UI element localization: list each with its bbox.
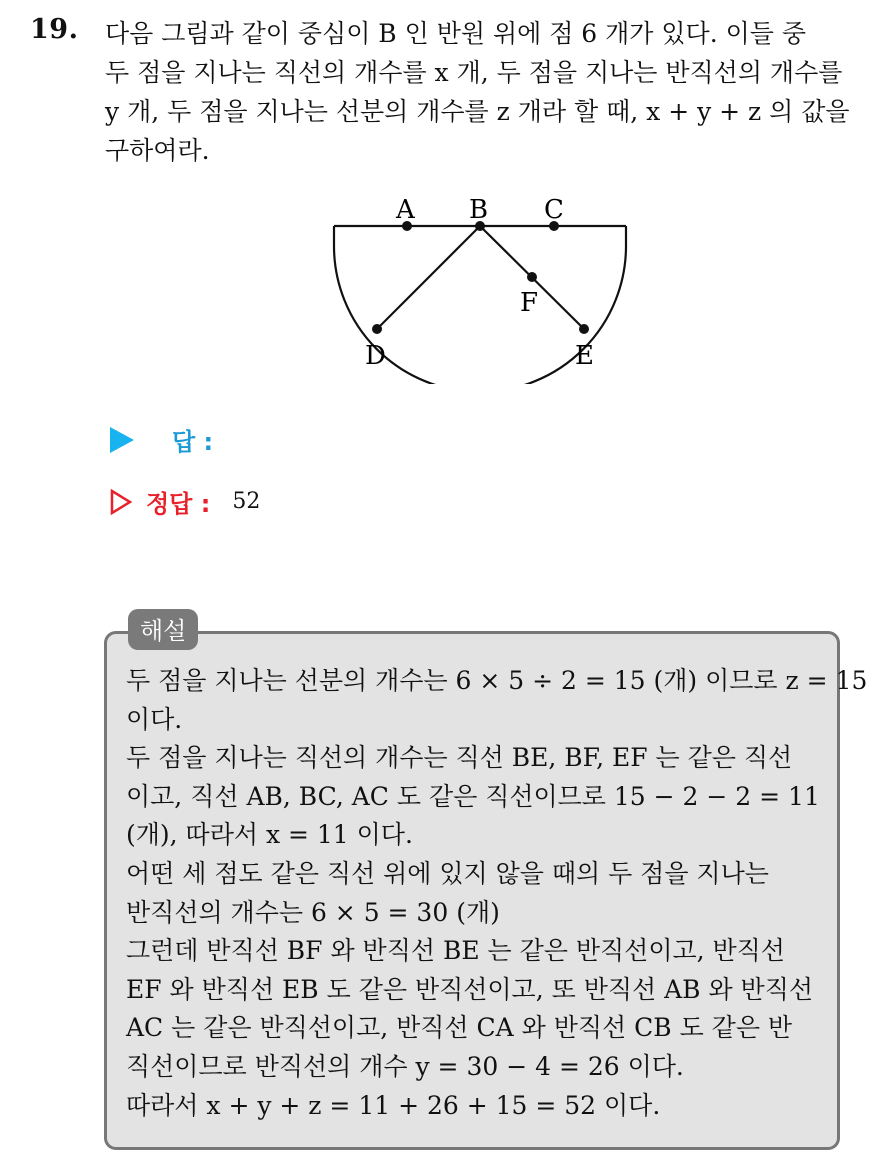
point-f-dot xyxy=(527,272,537,282)
problem-line: 다음 그림과 같이 중심이 B 인 반원 위에 점 6 개가 있다. 이들 중 xyxy=(105,19,806,48)
explanation-tag: 해설 xyxy=(128,609,198,650)
problem-number: 19. xyxy=(30,14,79,45)
point-e-dot xyxy=(579,324,589,334)
explanation-line: (개), 따라서 x = 11 이다. xyxy=(126,820,413,850)
explanation-line: EF 와 반직선 EB 도 같은 반직선이고, 또 반직선 AB 와 반직선 xyxy=(126,974,814,1004)
correct-answer-label: 정답 : xyxy=(146,490,211,518)
explanation-line: 따라서 x + y + z = 11 + 26 + 15 = 52 이다. xyxy=(126,1090,661,1120)
explanation-line: 어떤 세 점도 같은 직선 위에 있지 않을 때의 두 점을 지나는 xyxy=(126,858,769,888)
explanation-line: 반직선의 개수는 6 × 5 = 30 (개) xyxy=(126,897,500,927)
answer-row xyxy=(110,422,213,457)
problem-text xyxy=(105,14,875,170)
point-d-label: D xyxy=(365,341,386,371)
problem-line: 두 점을 지나는 직선의 개수를 x 개, 두 점을 지나는 반직선의 개수를 xyxy=(105,58,843,87)
segment-bd xyxy=(377,226,480,329)
answer-label: 답 : xyxy=(172,428,214,456)
outline-triangle-icon xyxy=(110,489,132,515)
point-e-label: E xyxy=(575,341,594,371)
semicircle-figure xyxy=(330,188,634,384)
problem-line: y 개, 두 점을 지나는 선분의 개수를 z 개라 할 때, x + y + z 의 값을 xyxy=(105,97,850,126)
explanation-line: 직선이므로 반직선의 개수 y = 30 − 4 = 26 이다. xyxy=(126,1051,684,1081)
point-b-label: B xyxy=(469,195,489,225)
explanation-line: 두 점을 지나는 직선의 개수는 직선 BE, BF, EF 는 같은 직선 xyxy=(126,743,793,773)
point-c-label: C xyxy=(544,195,564,225)
explanation-line: 두 점을 지나는 선분의 개수는 6 × 5 ÷ 2 = 15 (개) 이므로 z = 15 xyxy=(126,666,868,695)
point-a-label: A xyxy=(396,195,415,225)
explanation-line: AC 는 같은 반직선이고, 반직선 CA 와 반직선 CB 도 같은 반 xyxy=(126,1013,793,1043)
explanation-line: 그런데 반직선 BF 와 반직선 BE 는 같은 반직선이고, 반직선 xyxy=(126,936,785,966)
problem-line: 구하여라. xyxy=(105,136,210,165)
point-d-dot xyxy=(372,324,382,334)
explanation-line: 이다. xyxy=(126,704,183,734)
explanation-line: 이고, 직선 AB, BC, AC 도 같은 직선이므로 15 − 2 − 2 = 11 xyxy=(126,781,820,811)
explanation-text xyxy=(126,662,868,1125)
correct-answer-row xyxy=(110,484,260,519)
play-triangle-icon xyxy=(110,427,134,453)
correct-answer-value: 52 xyxy=(232,489,261,514)
point-f-label: F xyxy=(520,288,539,318)
